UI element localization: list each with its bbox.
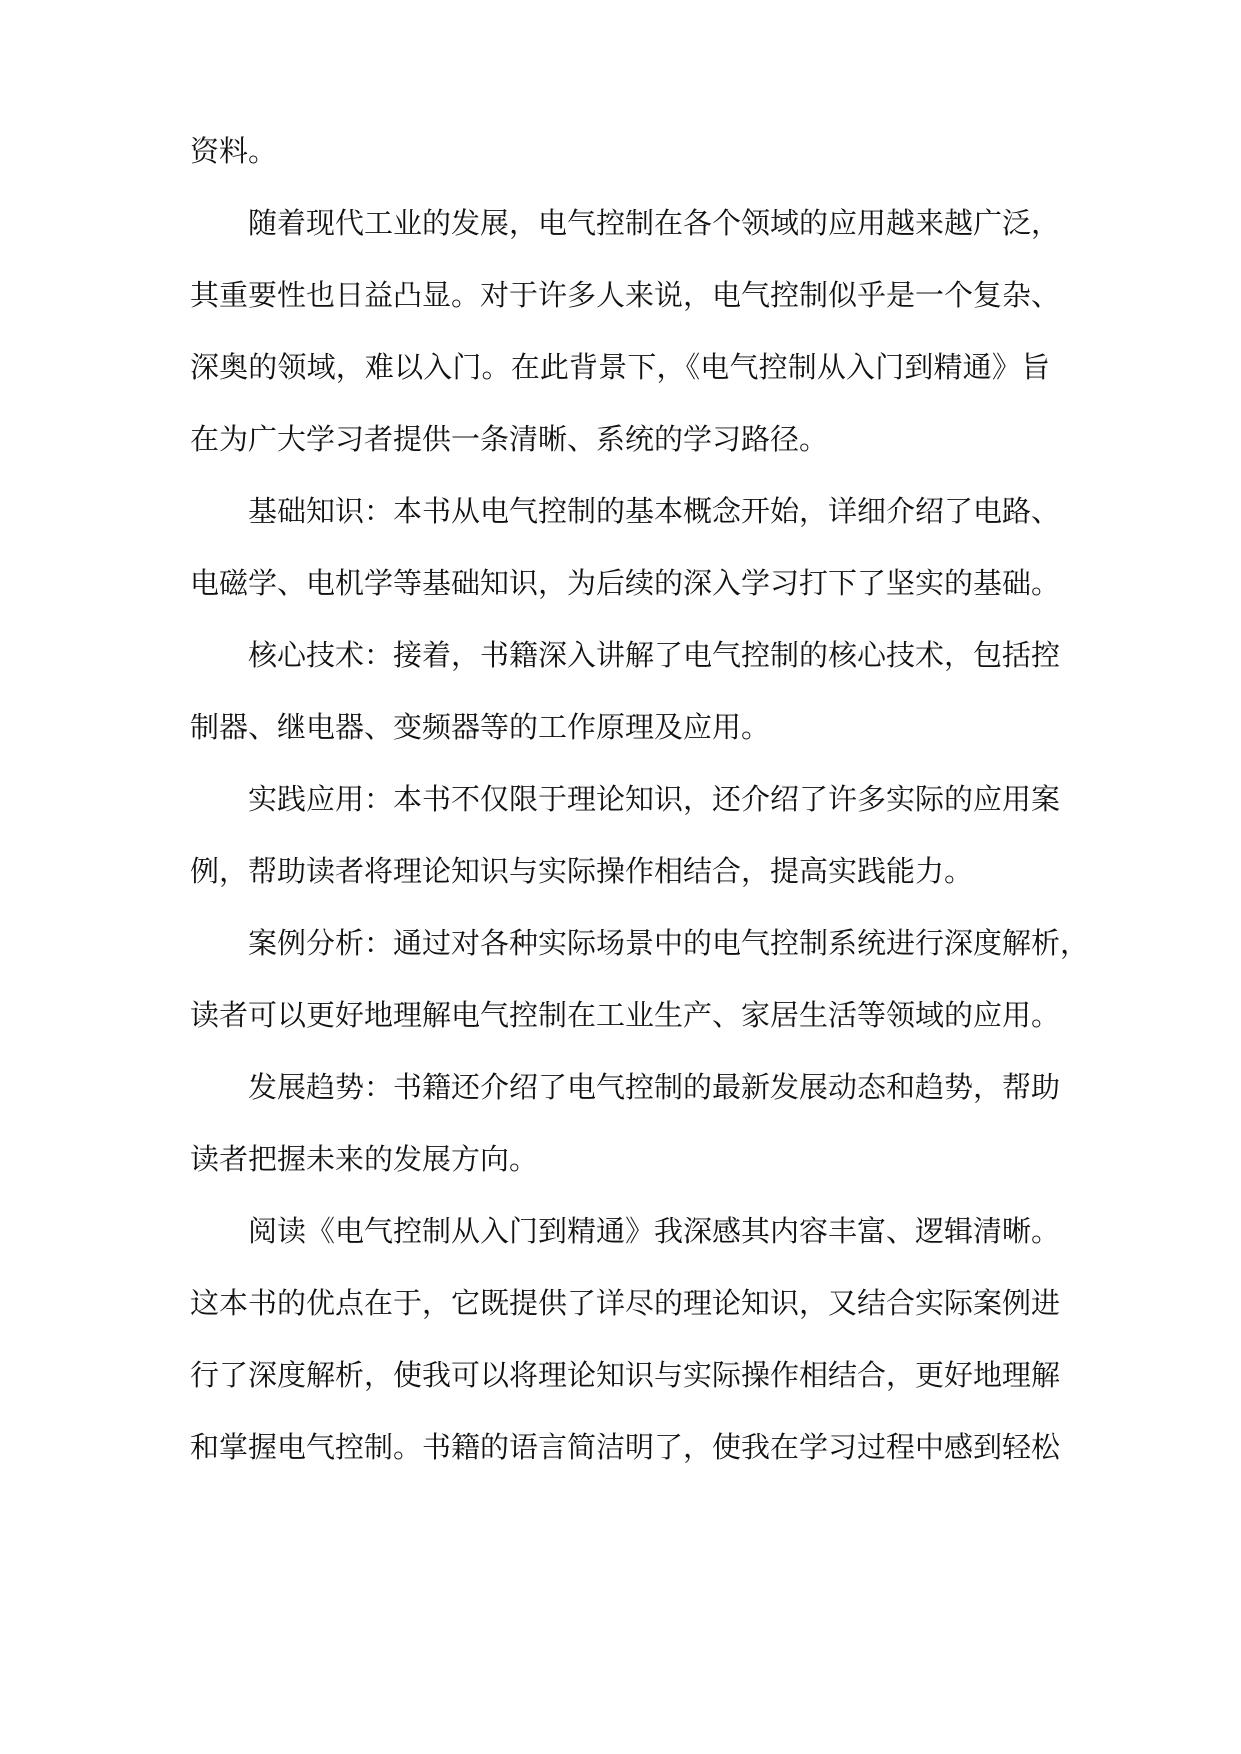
paragraph-first-line: 发展趋势：书籍还介绍了电气控制的最新发展动态和趋势，帮助 (248, 1070, 1061, 1104)
paragraph-first-line: 实践应用：本书不仅限于理论知识，还介绍了许多实际的应用案 (248, 782, 1061, 816)
paragraph-first-line: 案例分析：通过对各种实际场景中的电气控制系统进行深度解析， (248, 926, 1090, 960)
text-line: 在为广大学习者提供一条清晰、系统的学习路径。 (190, 422, 829, 456)
text-line: 这本书的优点在于，它既提供了详尽的理论知识，又结合实际案例进 (190, 1286, 1061, 1320)
text-line: 读者把握未来的发展方向。 (190, 1142, 539, 1176)
paragraph-first-line: 随着现代工业的发展，电气控制在各个领域的应用越来越广泛， (248, 206, 1061, 240)
text-line: 制器、继电器、变频器等的工作原理及应用。 (190, 710, 771, 744)
text-line: 资料。 (190, 134, 278, 168)
text-line: 行了深度解析，使我可以将理论知识与实际操作相结合，更好地理解 (190, 1358, 1061, 1392)
text-line: 电磁学、电机学等基础知识，为后续的深入学习打下了坚实的基础。 (190, 566, 1061, 600)
text-line: 其重要性也日益凸显。对于许多人来说，电气控制似乎是一个复杂、 (190, 278, 1061, 312)
text-line: 深奥的领域，难以入门。在此背景下，《电气控制从入门到精通》旨 (190, 350, 1050, 384)
paragraph-first-line: 基础知识：本书从电气控制的基本概念开始，详细介绍了电路、 (248, 494, 1061, 528)
paragraph-first-line: 阅读《电气控制从入门到精通》我深感其内容丰富、逻辑清晰。 (248, 1214, 1061, 1248)
text-line: 和掌握电气控制。书籍的语言简洁明了，使我在学习过程中感到轻松 (190, 1430, 1061, 1464)
text-line: 读者可以更好地理解电气控制在工业生产、家居生活等领域的应用。 (190, 998, 1061, 1032)
text-line: 例，帮助读者将理论知识与实际操作相结合，提高实践能力。 (190, 854, 974, 888)
paragraph-first-line: 核心技术：接着，书籍深入讲解了电气控制的核心技术，包括控 (248, 638, 1061, 672)
